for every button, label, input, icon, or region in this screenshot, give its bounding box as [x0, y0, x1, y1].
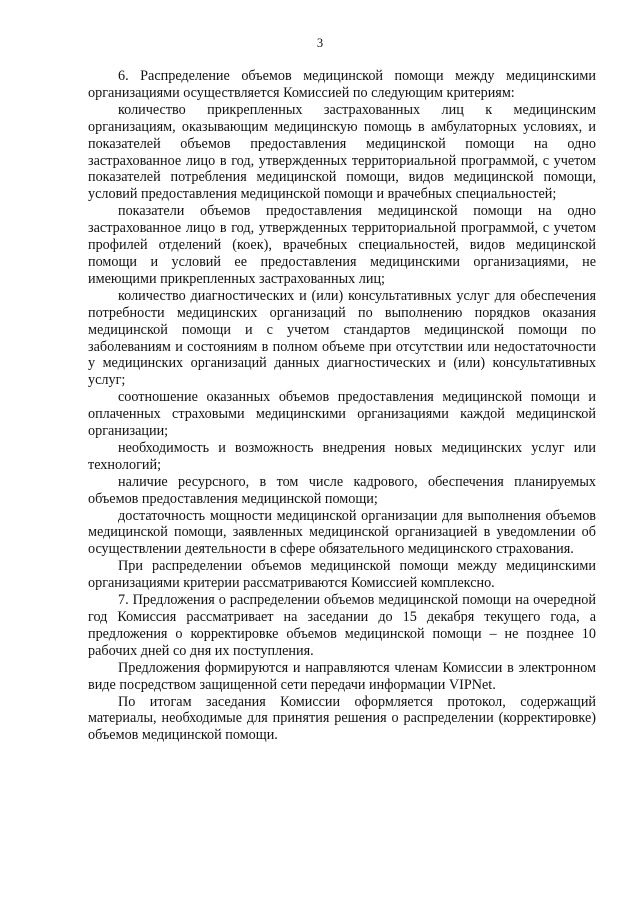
- paragraph-criterion-volume-indicators: показатели объемов предоставления медицинской помощи на одно застрахованное лицо в год, утвержденных территориальной программой, с учетом профилей отделений (коек), врачебных специальностей, видов медицинской помощи и условий ее предоставления медицинскими организациями, не имеющими прикрепленных застрахованных лиц;: [88, 203, 596, 287]
- paragraph-complex-review: При распределении объемов медицинской помощи между медицинскими организациями критерии рассматриваются Комиссией комплексно.: [88, 558, 596, 592]
- paragraph-criterion-new-technologies: необходимость и возможность внедрения новых медицинских услуг или технологий;: [88, 439, 596, 473]
- paragraph-protocol: По итогам заседания Комиссии оформляется протокол, содержащий материалы, необходимые для принятия решения о распределении (корректировке) объемов медицинской помощи.: [88, 693, 596, 744]
- document-body: [88, 68, 596, 744]
- paragraph-section-7: 7. Предложения о распределении объемов медицинской помощи на очередной год Комиссия рассматривает на заседании до 15 декабря текущего года, а предложения о корректировке объемов медицинской помощи – не позднее 10 рабочих дней со дня их поступления.: [88, 592, 596, 659]
- paragraph-proposals-vipnet: Предложения формируются и направляются членам Комиссии в электронном виде посредством защищенной сети передачи информации VIPNet.: [88, 659, 596, 693]
- paragraph-criterion-resources: наличие ресурсного, в том числе кадрового, обеспечения планируемых объемов предоставления медицинской помощи;: [88, 473, 596, 507]
- paragraph-criterion-diagnostic-services: количество диагностических и (или) консультативных услуг для обеспечения потребности медицинских организаций по выполнению порядков оказания медицинской помощи и с учетом стандартов медицинской помощи по заболеваниям и состояниям в полном объеме при отсутствии или недостаточности у медицинских организаций данных диагностических и (или) консультативных услуг;: [88, 287, 596, 389]
- paragraph-criterion-ratio: соотношение оказанных объемов предоставления медицинской помощи и оплаченных страховыми медицинскими организациями каждой медицинской организации;: [88, 389, 596, 440]
- paragraph-criterion-capacity: достаточность мощности медицинской организации для выполнения объемов медицинской помощи, заявленных медицинской организацией в уведомлении об осуществлении деятельности в сфере обязательного медицинского страхования.: [88, 507, 596, 558]
- paragraph-section-6-intro: 6. Распределение объемов медицинской помощи между медицинскими организациями осуществляется Комиссией по следующим критериям:: [88, 68, 596, 101]
- paragraph-criterion-attached-persons: количество прикрепленных застрахованных лиц к медицинским организациям, оказывающим медицинскую помощь в амбулаторных условиях, и показателей объемов предоставления медицинской помощи на одно застрахованное лицо в год, утвержденных территориальной программой, с учетом показателей потребления медицинской помощи, видов медицинской помощи, условий предоставления медицинской помощи и врачебных специальностей;: [88, 101, 596, 203]
- page-number: 3: [316, 36, 324, 50]
